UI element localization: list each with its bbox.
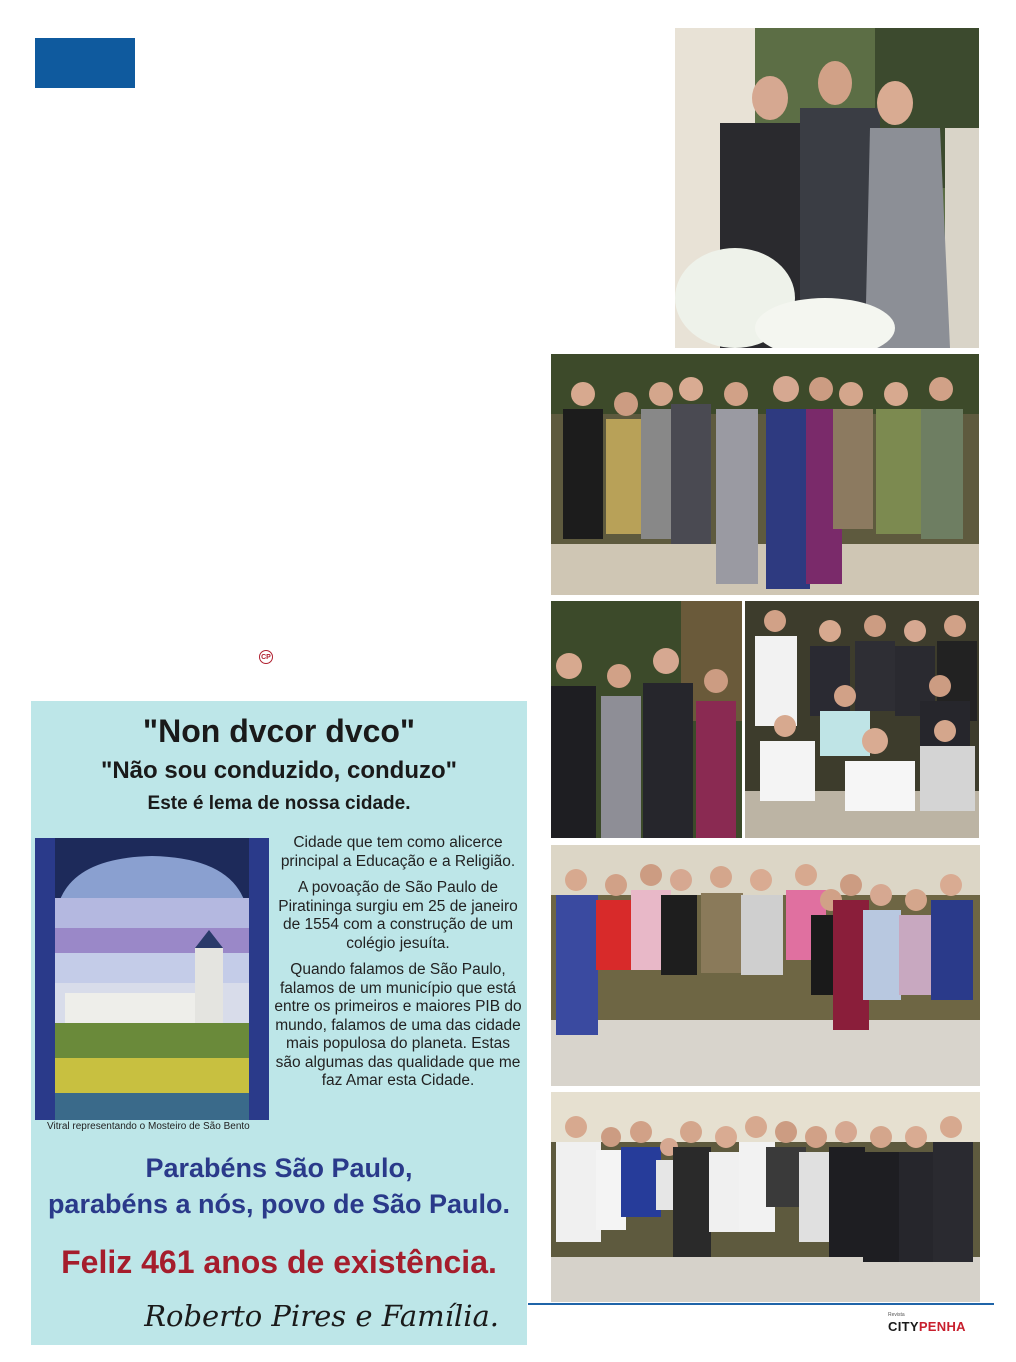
photo-young-women-group <box>551 845 980 1086</box>
magazine-brand-logo <box>888 1312 966 1336</box>
photo-young-men-group <box>551 1092 980 1302</box>
motto-translation: "Não sou conduzido, conduzo" <box>100 757 458 784</box>
paragraph-history: A povoação de São Paulo de Piratininga surgiu em 25 de janeiro de 1554 com a construção de um colégio jesuíta. <box>278 879 518 952</box>
brand-prefix: Revista <box>888 1312 905 1318</box>
motto-note: Este é lema de nossa cidade. <box>147 793 411 814</box>
accent-block <box>35 38 135 88</box>
anniversary-line: Feliz 461 anos de existência. <box>61 1244 497 1280</box>
brand-city: CITY <box>888 1319 919 1334</box>
footer-rule <box>528 1303 994 1305</box>
congrats-line-2: parabéns a nós, povo de São Paulo. <box>47 1189 511 1219</box>
paragraph-education: Cidade que tem como alicerce principal a Educação e a Religião. <box>280 834 516 870</box>
ad-body-text <box>273 834 523 1099</box>
brand-penha: PENHA <box>918 1319 966 1334</box>
photo-family-four <box>551 601 742 838</box>
congrats-line-1: Parabéns São Paulo, <box>145 1153 413 1183</box>
motto-latin: "Non dvcor dvco" <box>142 713 416 749</box>
paragraph-economy: Quando falamos de São Paulo, falamos de um município que está entre os primeiros e maiores PIB do mundo, falamos de uma das cidade mais populosa do planeta. Estas são algumas das qualidade que me faz Amar esta Cidade. <box>274 961 522 1089</box>
signature: Roberto Pires e Família. <box>144 1299 499 1333</box>
image-caption: Vitral representando o Mosteiro de São Bento <box>47 1121 250 1132</box>
sao-paulo-anniversary-ad <box>31 701 527 1345</box>
stained-glass-image <box>35 838 269 1120</box>
photo-men-group <box>745 601 979 838</box>
cp-logo: CP <box>259 650 273 664</box>
photo-family-ceremony <box>675 28 979 348</box>
photo-women-group <box>551 354 979 595</box>
